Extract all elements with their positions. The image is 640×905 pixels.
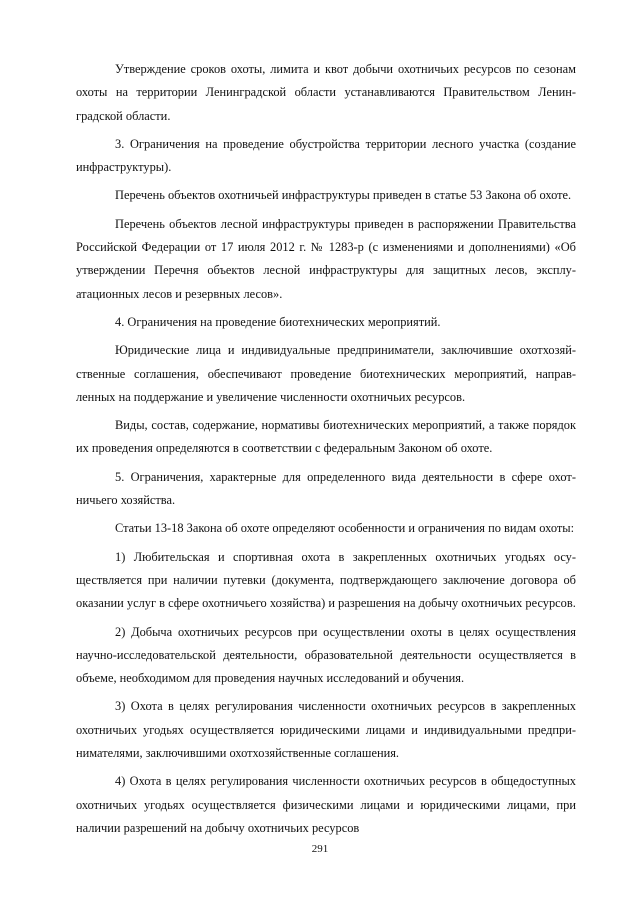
paragraph-item-4: 4) Охота в целях регулирования численности охотничьих ресурсов в общедоступных охотничьих угодьях осуществляется физическими лицами и юридическими лицами, при наличии разрешений на добычу охотничьих ресурсов (76, 774, 576, 835)
paragraph-biotech-norms: Виды, состав, содержание, нормативы биотехнических мероприятий, а также порядок их проведения определяются в соответствии с федеральным Законом об охоте. (76, 418, 576, 456)
paragraph-legal-entities: Юридические лица и индивидуальные предприниматели, заключившие охотхозяйственные соглашения, обеспечивают проведение биотехнических мероприятий, направленных на поддержание и увеличение численности охотничьих ресурсов. (76, 343, 576, 404)
page-body (76, 58, 576, 845)
paragraph-hunting-seasons: Утверждение сроков охоты, лимита и квот добычи охотничьих ресурсов по сезонам охоты на территории Ленинградской области устанавливаются Правительством Ленинградской области. (76, 62, 576, 123)
paragraph-articles-13-18: Статьи 13-18 Закона об охоте определяют особенности и ограничения по видам охоты: (115, 521, 575, 536)
paragraph-item-3: 3) Охота в целях регулирования численности охотничьих ресурсов в закрепленных охотничьих угодьях осуществляется юридическими лицами и индивидуальными предпринимателями, заключившими охотхозяйственные соглашения. (76, 699, 576, 761)
paragraph-forest-infrastructure: Перечень объектов лесной инфраструктуры приведен в распоряжении Правительства Российской Федерации от 17 июля 2012 г. № 1283-р (с изменениями и дополнениями) «Об утверждении Перечня объектов лесной инфраструктуры для защитных лесов, эксплуатационных лесов и резервных лесов». (76, 216, 576, 301)
paragraph-item-2: 2) Добыча охотничьих ресурсов при осуществлении охоты в целях осуществления научно-исследовательской деятельности, образовательной деятельности осуществляется в объеме, необходимом для проведения научных исследований и обучения. (76, 624, 576, 686)
paragraph-section-5-heading: 5. Ограничения, характерные для определенного вида деятельности в сфере охотничьего хозяйства. (76, 469, 576, 508)
page-number: 291 (311, 843, 329, 855)
paragraph-section-3-heading: 3. Ограничения на проведение обустройства территории лесного участка (создание инфраструктуры). (76, 136, 576, 175)
paragraph-hunting-infrastructure: Перечень объектов охотничьей инфраструктуры приведен в статье 53 Закона об охоте. (115, 188, 572, 203)
paragraph-item-1: 1) Любительская и спортивная охота в закрепленных охотничьих угодьях осуществляется при наличии путевки (документа, подтверждающего заключение договора об оказании услуг в сфере охотничьего хозяйства) и разрешения на добычу охотничьих ресурсов. (76, 549, 576, 611)
paragraph-section-4-heading: 4. Ограничения на проведение биотехнических мероприятий. (115, 314, 441, 329)
